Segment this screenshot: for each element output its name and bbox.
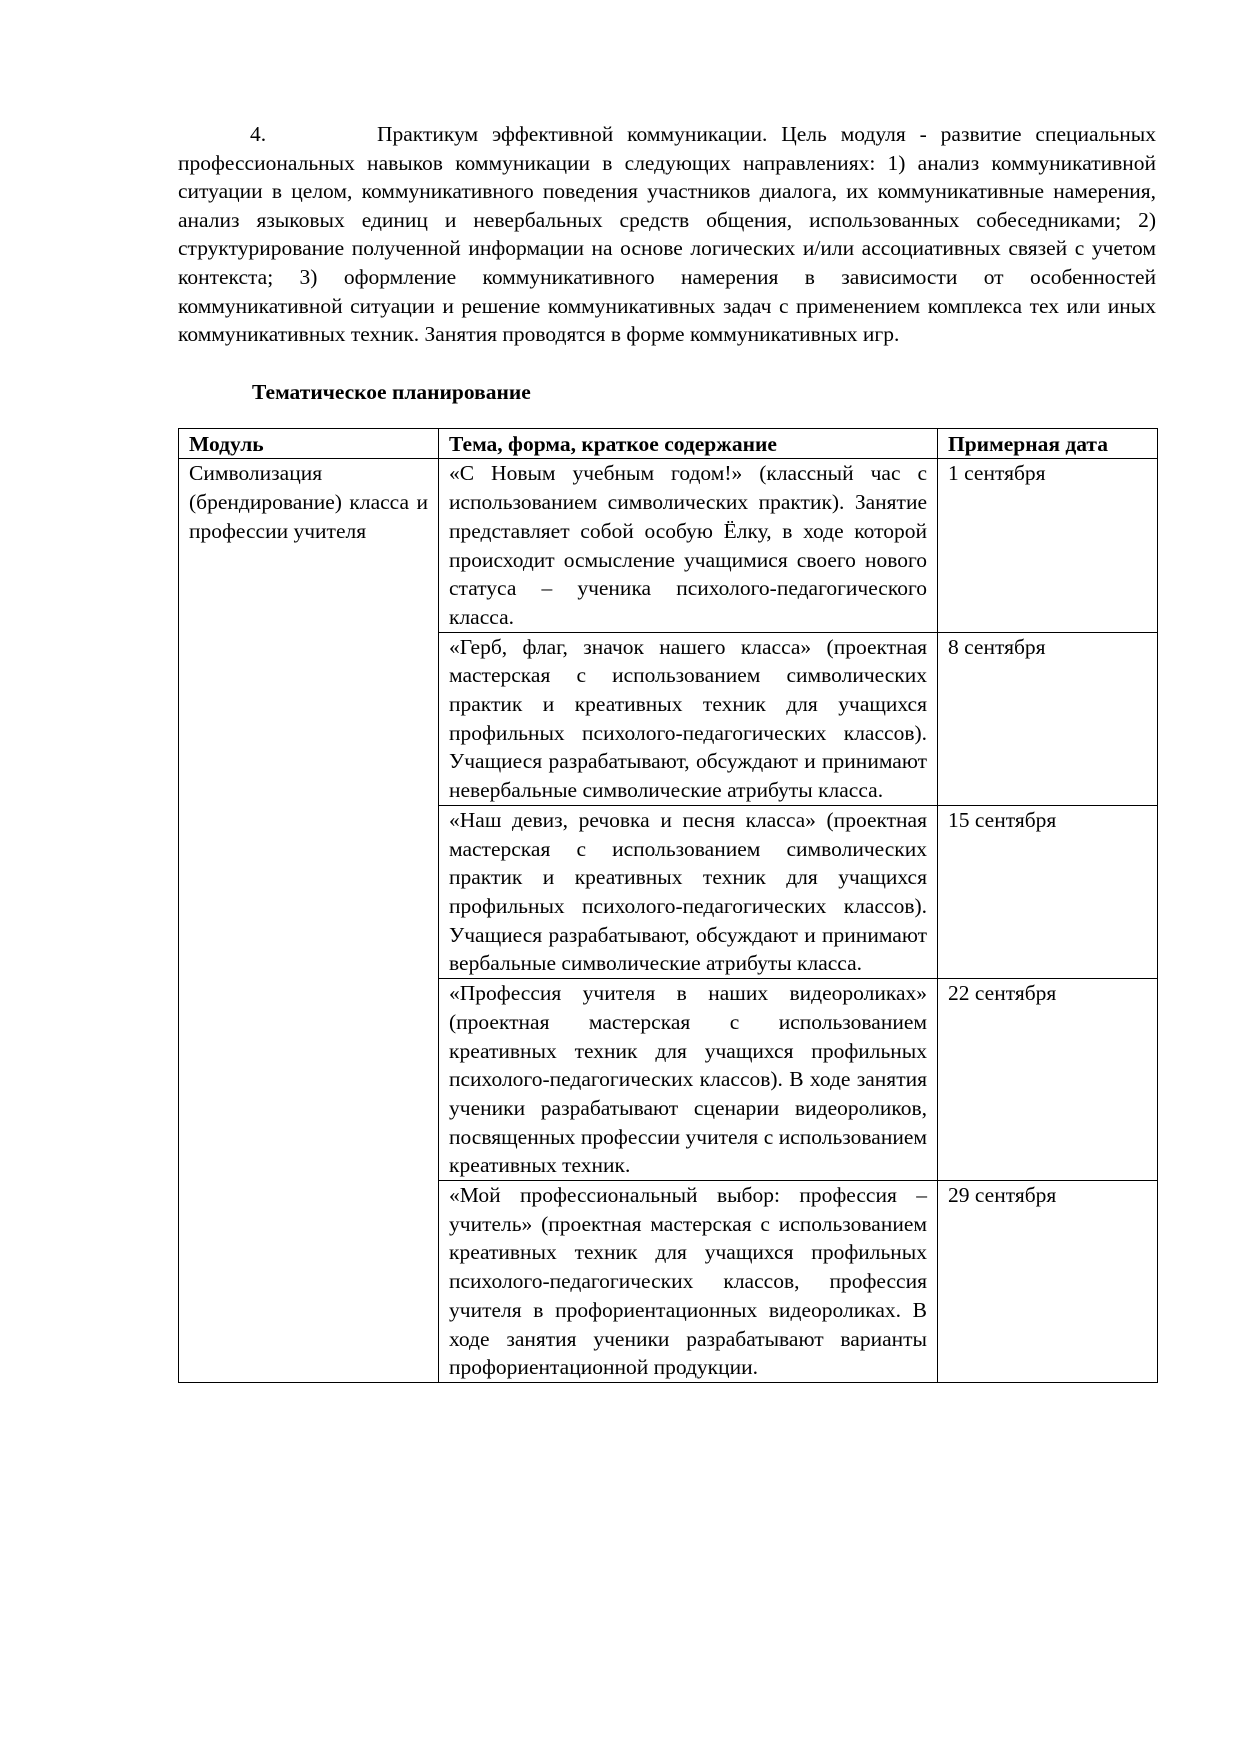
header-date: Примерная дата <box>938 428 1158 459</box>
topic-cell: «Мой профессиональный выбор: профессия – учитель» (проектная мастерская с использованием креативных техник для учащихся профильных психолого-педагогических классов, профессия учителя в профориентационных видеороликах. В ходе занятия ученики разрабатывают варианты профориентационной продукции. <box>439 1181 938 1383</box>
topic-cell: «Герб, флаг, значок нашего класса» (проектная мастерская с использованием символических практик и креативных техник для учащихся профильных психолого-педагогических классов). Учащиеся разрабатывают, обсуждают и принимают невербальные символические атрибуты класса. <box>439 632 938 805</box>
table-header-row <box>179 428 1158 459</box>
date-cell: 15 сентября <box>938 805 1158 978</box>
date-cell: 1 сентября <box>938 459 1158 632</box>
topic-cell: «Наш девиз, речовка и песня класса» (проектная мастерская с использованием символических практик и креативных техник для учащихся профильных психолого-педагогических классов). Учащиеся разрабатывают, обсуждают и принимают вербальные символические атрибуты класса. <box>439 805 938 978</box>
planning-table <box>178 428 1158 1383</box>
topic-cell: «С Новым учебным годом!» (классный час с использованием символических практик). Занятие представляет собой особую Ёлку, в ходе которой происходит осмысление учащимися своего нового статуса – ученика психолого-педагогического класса. <box>439 459 938 632</box>
document-page <box>178 120 1156 1383</box>
header-topic: Тема, форма, краткое содержание <box>439 428 938 459</box>
module-cell: Символизация (брендирование) класса и профессии учителя <box>179 459 439 1383</box>
intro-paragraph: 4. Практикум эффективной коммуникации. Цель модуля - развитие специальных профессиональных навыков коммуникации в следующих направлениях: 1) анализ коммуникативной ситуации в целом, коммуникативного поведения участников диалога, их коммуникативные намерения, анализ языковых единиц и невербальных средств общения, использованных собеседниками; 2) структурирование полученной информации на основе логических и/или ассоциативных связей с учетом контекста; 3) оформление коммуникативного намерения в зависимости от особенностей коммуникативной ситуации и решение коммуникативных задач с применением комплекса тех или иных коммуникативных техник. Занятия проводятся в форме коммуникативных игр. <box>178 122 1156 347</box>
table-row <box>179 459 1158 632</box>
date-cell: 29 сентября <box>938 1181 1158 1383</box>
topic-cell: «Профессия учителя в наших видеороликах» (проектная мастерская с использованием креативных техник для учащихся профильных психолого-педагогических классов). В ходе занятия ученики разрабатывают сценарии видеороликов, посвященных профессии учителя с использованием креативных техник. <box>439 979 938 1181</box>
section-heading: Тематическое планирование <box>252 379 531 404</box>
header-module: Модуль <box>179 428 439 459</box>
date-cell: 22 сентября <box>938 979 1158 1181</box>
date-cell: 8 сентября <box>938 632 1158 805</box>
